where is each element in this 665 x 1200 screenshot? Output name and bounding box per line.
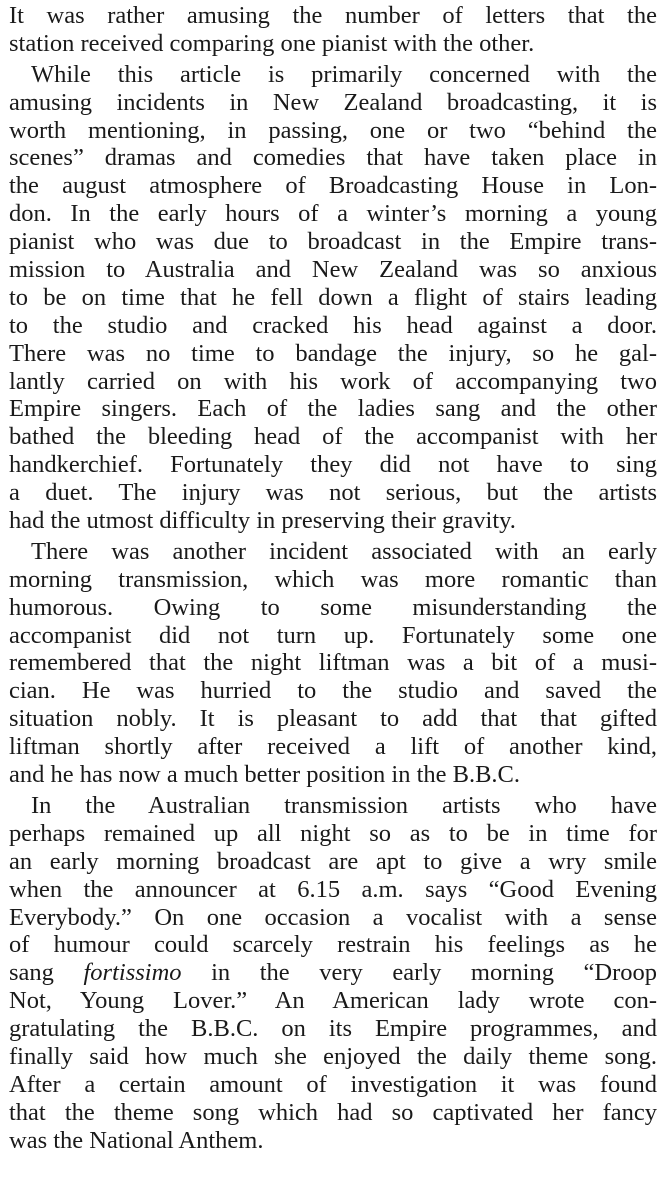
text-line: when the announcer at 6.15 a.m. says “Good Evening [9, 875, 657, 903]
text-line: to be on time that he fell down a flight of stairs leading [9, 283, 657, 311]
text-line: to the studio and cracked his head against a door. [9, 311, 657, 339]
text-line: that the theme song which had so captivated her fancy [9, 1098, 657, 1126]
text-line: worth mentioning, in passing, one or two “behind the [9, 116, 657, 144]
text-line: liftman shortly after received a lift of another kind, [9, 733, 657, 761]
text-line: morning transmission, which was more romantic than [9, 565, 657, 593]
text-line: sang fortissimo in the very early morning “Droop [9, 959, 657, 987]
text-line: In the Australian transmission artists who have [31, 791, 657, 819]
paragraph [9, 538, 657, 789]
text-line: perhaps remained up all night so as to be in time for [9, 819, 657, 847]
text-line: had the utmost difficulty in preserving their gravity. [9, 507, 516, 535]
text-line: pianist who was due to broadcast in the Empire trans- [9, 228, 657, 256]
text-line: amusing incidents in New Zealand broadcasting, it is [9, 88, 657, 116]
italic-word: fortissimo [83, 959, 182, 987]
text-line: cian. He was hurried to the studio and saved the [9, 677, 657, 705]
paragraph [9, 61, 657, 535]
text-line: of humour could scarcely restrain his feelings as he [9, 931, 657, 959]
text-line: It was rather amusing the number of letters that the [9, 2, 657, 29]
text-line: While this article is primarily concerned with the [31, 60, 657, 88]
text-line: and he has now a much better position in the B.B.C. [9, 761, 521, 789]
text-line: lantly carried on with his work of accompanying two [9, 367, 657, 395]
text-line: After a certain amount of investigation it was found [9, 1070, 657, 1098]
text-line: situation nobly. It is pleasant to add that that gifted [9, 705, 657, 733]
text-line: was the National Anthem. [9, 1126, 264, 1154]
text-line: humorous. Owing to some misunderstanding the [9, 593, 657, 621]
text-line: There was another incident associated with an early [31, 537, 657, 565]
text-line: the august atmosphere of Broadcasting House in Lon- [9, 172, 657, 200]
text-line: mission to Australia and New Zealand was so anxious [9, 256, 657, 284]
text-line: accompanist did not turn up. Fortunately some one [9, 621, 657, 649]
text-line: bathed the bleeding head of the accompanist with her [9, 423, 657, 451]
text-line: finally said how much she enjoyed the daily theme song. [9, 1042, 657, 1070]
text-line: There was no time to bandage the injury, so he gal- [9, 339, 657, 367]
text-line: Not, Young Lover.” An American lady wrote con- [9, 987, 657, 1015]
text-line: handkerchief. Fortunately they did not have to sing [9, 451, 657, 479]
text-line: Everybody.” On one occasion a vocalist with a sense [9, 903, 657, 931]
text-line: scenes” dramas and comedies that have taken place in [9, 144, 657, 172]
text-line: gratulating the B.B.C. on its Empire programmes, and [9, 1015, 657, 1043]
text-line: don. In the early hours of a winter’s morning a young [9, 200, 657, 228]
paragraph [9, 2, 657, 58]
article-body [9, 2, 657, 1155]
paragraph [9, 792, 657, 1155]
text-line: Empire singers. Each of the ladies sang and the other [9, 395, 657, 423]
text-line: remembered that the night liftman was a bit of a musi- [9, 649, 657, 677]
text-line: station received comparing one pianist with the other. [9, 29, 535, 57]
text-line: a duet. The injury was not serious, but the artists [9, 479, 657, 507]
text-line: an early morning broadcast are apt to give a wry smile [9, 847, 657, 875]
